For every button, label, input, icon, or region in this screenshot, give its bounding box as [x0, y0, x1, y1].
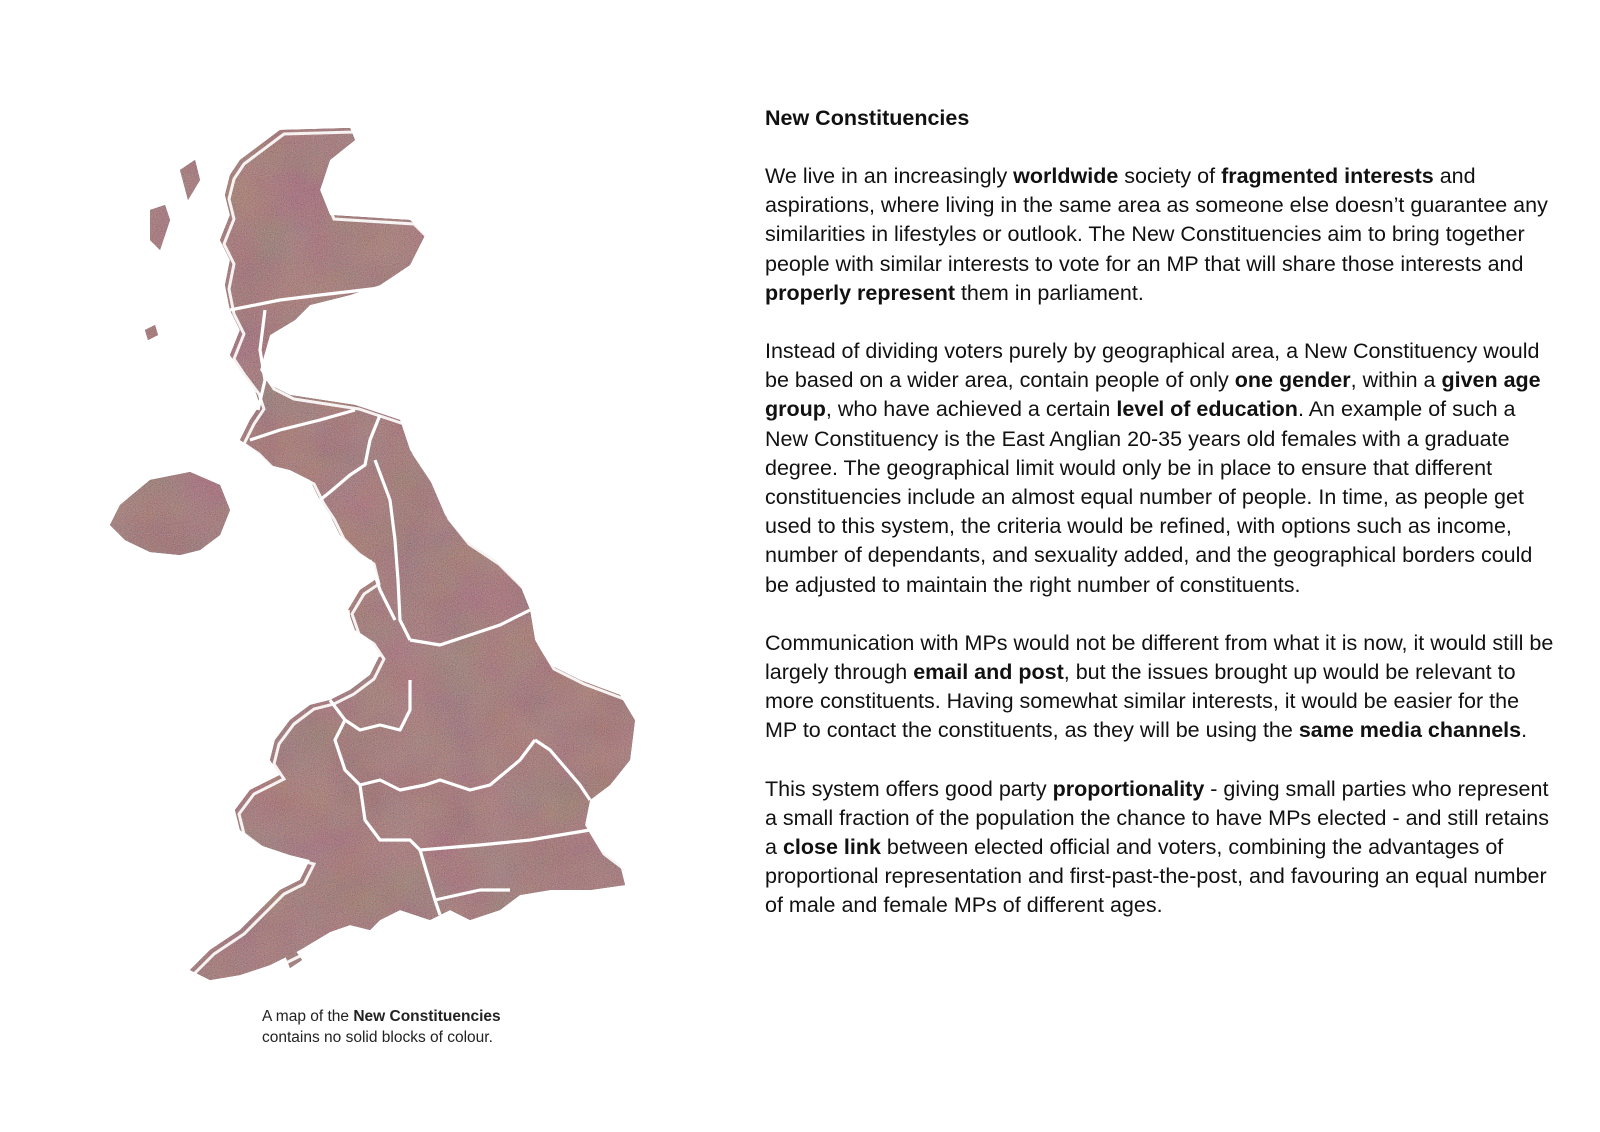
emphasis-text: one gender: [1234, 368, 1351, 393]
caption-line-1: [262, 1006, 602, 1027]
caption-bold: New Constituencies: [353, 1008, 501, 1025]
body-text: them in parliament.: [954, 280, 1144, 305]
emphasis-text: properly represent: [765, 280, 955, 305]
article-title: New Constituencies: [765, 106, 970, 130]
paragraph-4: [765, 775, 1555, 921]
body-text: and aspirations, where living in the same area as someone else doesn’t guarantee any similarities in lifestyles or outlook. The New Constituencies aim to bring together people with similar interests to vote for an MP that will share those interests and: [765, 164, 1548, 276]
emphasis-text: fragmented interests: [1221, 164, 1434, 188]
body-text: We live in an increasingly: [765, 164, 1014, 188]
body-text: , within a: [1350, 368, 1442, 393]
paragraph-3: [765, 629, 1555, 746]
caption-line-2: contains no solid blocks of colour.: [262, 1029, 493, 1046]
paragraph-2: [765, 337, 1555, 600]
emphasis-text: worldwide: [1013, 164, 1119, 188]
article: [765, 104, 1555, 950]
emphasis-text: level of education: [1116, 397, 1298, 422]
body-text: , but the issues brought up would be relevant to more constituents. Having somewhat similar interests, it would be easier for the MP to contact the constituents, as they will be using the: [765, 660, 1520, 743]
uk-map-svg: [80, 120, 660, 1000]
caption-prefix: A map of the: [262, 1008, 354, 1025]
body-text: Instead of dividing voters purely by geographical area, a New Constituency would be based on a wider area, contain people of only: [765, 339, 1540, 393]
body-text: This system offers good party: [765, 776, 1053, 801]
uk-map: [80, 120, 660, 1000]
body-text: - giving small parties who represent a small fraction of the population the chance to have MPs elected - and still retains a: [765, 776, 1549, 860]
emphasis-text: same media channels: [1298, 718, 1522, 743]
body-text: . An example of such a New Constituency is the East Anglian 20-35 years old females with a graduate degree. The geographical limit would only be in place to ensure that different constituencies include an almost equal number of people. In time, as people get used to this system, the criteria would be refined, with options such as income, number of dependants, and sexuality added, and the geographical borders could be adjusted to maintain the right number of constituents.: [765, 397, 1533, 597]
body-text: , who have achieved a certain: [825, 397, 1117, 422]
body-text: society of: [1118, 164, 1222, 188]
map-caption: [262, 1006, 602, 1048]
body-text: .: [1521, 718, 1528, 743]
paragraph-1: [765, 162, 1555, 308]
body-text: Communication with MPs would not be different from what it is now, it would still be largely through: [765, 630, 1554, 685]
emphasis-text: close link: [782, 835, 881, 860]
emphasis-text: email and post: [913, 660, 1064, 685]
emphasis-text: proportionality: [1052, 776, 1205, 801]
emphasis-text: given age group: [765, 368, 1541, 422]
body-text: between elected official and voters, combining the advantages of proportional representation and first-past-the-post, and favouring an equal number of male and female MPs of different ages.: [765, 835, 1547, 918]
